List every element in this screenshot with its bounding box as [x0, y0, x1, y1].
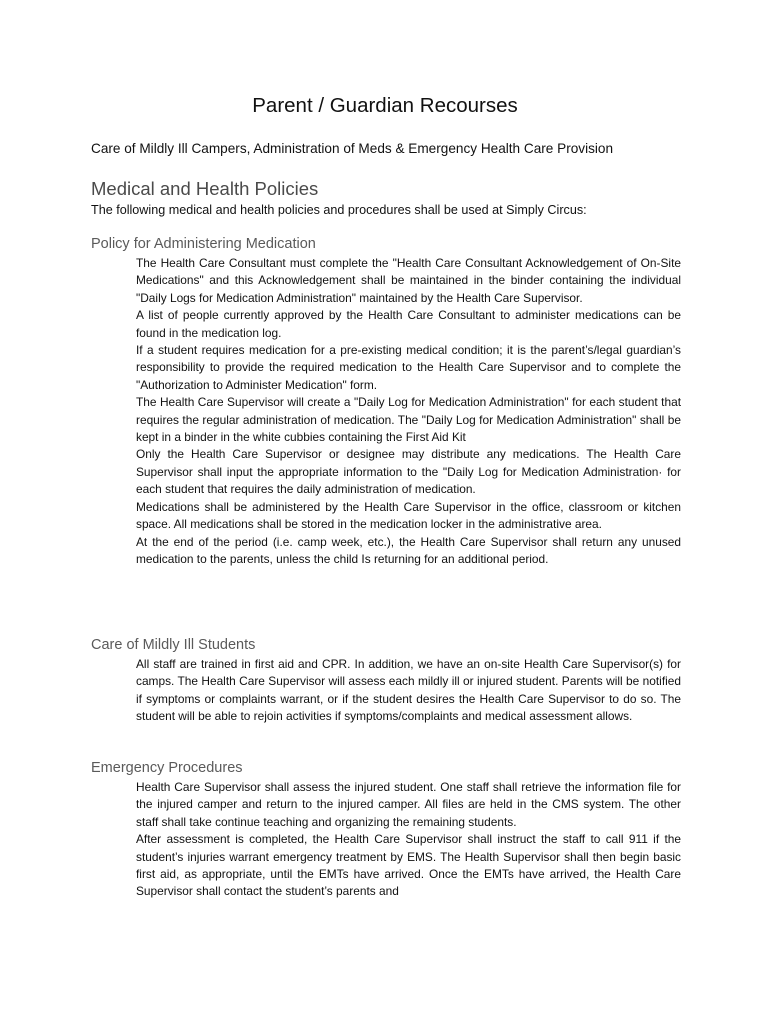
mildly-ill-paragraph: All staff are trained in first aid and CPR. In addition, we have an on-site Health Care Supervisor(s) for camps. The Health Care Supervisor will assess each mildly ill or injured student. Parents will be notified if symptoms or complaints warrant, or if the student desires the Health Care Supervisor to do so. The student will be able to rejoin activities if symptoms/complaints and medical assessment allows. — [136, 657, 681, 724]
medication-body — [136, 255, 681, 568]
section-heading: Medical and Health Policies — [91, 178, 319, 199]
medication-paragraph: A list of people currently approved by the Health Care Consultant to administer medications can be found in the medication log. — [136, 308, 681, 340]
medication-paragraph: The Health Care Supervisor will create a "Daily Log for Medication Administration" for each student that requires the regular administration of medication. The "Daily Log for Medication Administration" shall be kept in a binder in the white cubbies containing the First Aid Kit — [136, 395, 681, 445]
emergency-body — [136, 779, 681, 901]
mildly-ill-body — [136, 656, 681, 726]
emergency-paragraph: After assessment is completed, the Health Care Supervisor shall instruct the staff to call 911 if the student’s injuries warrant emergency treatment by EMS. The Health Supervisor shall then begin basic first aid, as appropriate, until the EMTs have arrived. Once the EMTs have arrived, the Health Care Supervisor shall contact the student’s parents and — [136, 832, 681, 899]
mildly-ill-heading: Care of Mildly Ill Students — [91, 637, 256, 653]
emergency-paragraph: Health Care Supervisor shall assess the injured student. One staff shall retrieve the information file for the injured camper and return to the injured camper. All files are held in the CMS system. The other staff shall take continue teaching and organizing the remaining students. — [136, 780, 681, 829]
page-title: Parent / Guardian Recourses — [252, 94, 518, 117]
medication-heading: Policy for Administering Medication — [91, 236, 316, 252]
page-subtitle: Care of Mildly Ill Campers, Administration of Meds & Emergency Health Care Provision — [91, 141, 614, 156]
medication-paragraph: If a student requires medication for a pre-existing medical condition; it is the parent’s/legal guardian’s responsibility to provide the required medication to the Health Care Supervisor and to complete the "Authorization to Administer Medication" form. — [136, 343, 681, 392]
emergency-heading: Emergency Procedures — [91, 760, 243, 776]
medication-paragraph: Medications shall be administered by the Health Care Supervisor in the office, classroom or kitchen space. All medications shall be stored in the medication locker in the administrative area. — [136, 499, 681, 532]
medication-paragraph: At the end of the period (i.e. camp week, etc.), the Health Care Supervisor shall return any unused medication to the parents, unless the child Is returning for an additional period. — [136, 534, 681, 566]
medication-paragraph: Only the Health Care Supervisor or designee may distribute any medications. The Health Care Supervisor shall input the appropriate information to the "Daily Log for Medication Administration· for each student that requires the daily administration of medication. — [136, 447, 681, 497]
medication-paragraph: The Health Care Consultant must complete the "Health Care Consultant Acknowledgement of On-Site Medications" and this Acknowledgement shall be maintained in the binder containing the individual "Daily Logs for Medication Administration" maintained by the Health Care Supervisor. — [136, 256, 681, 305]
intro-text: The following medical and health policies and procedures shall be used at Simply Circus: — [91, 203, 587, 217]
